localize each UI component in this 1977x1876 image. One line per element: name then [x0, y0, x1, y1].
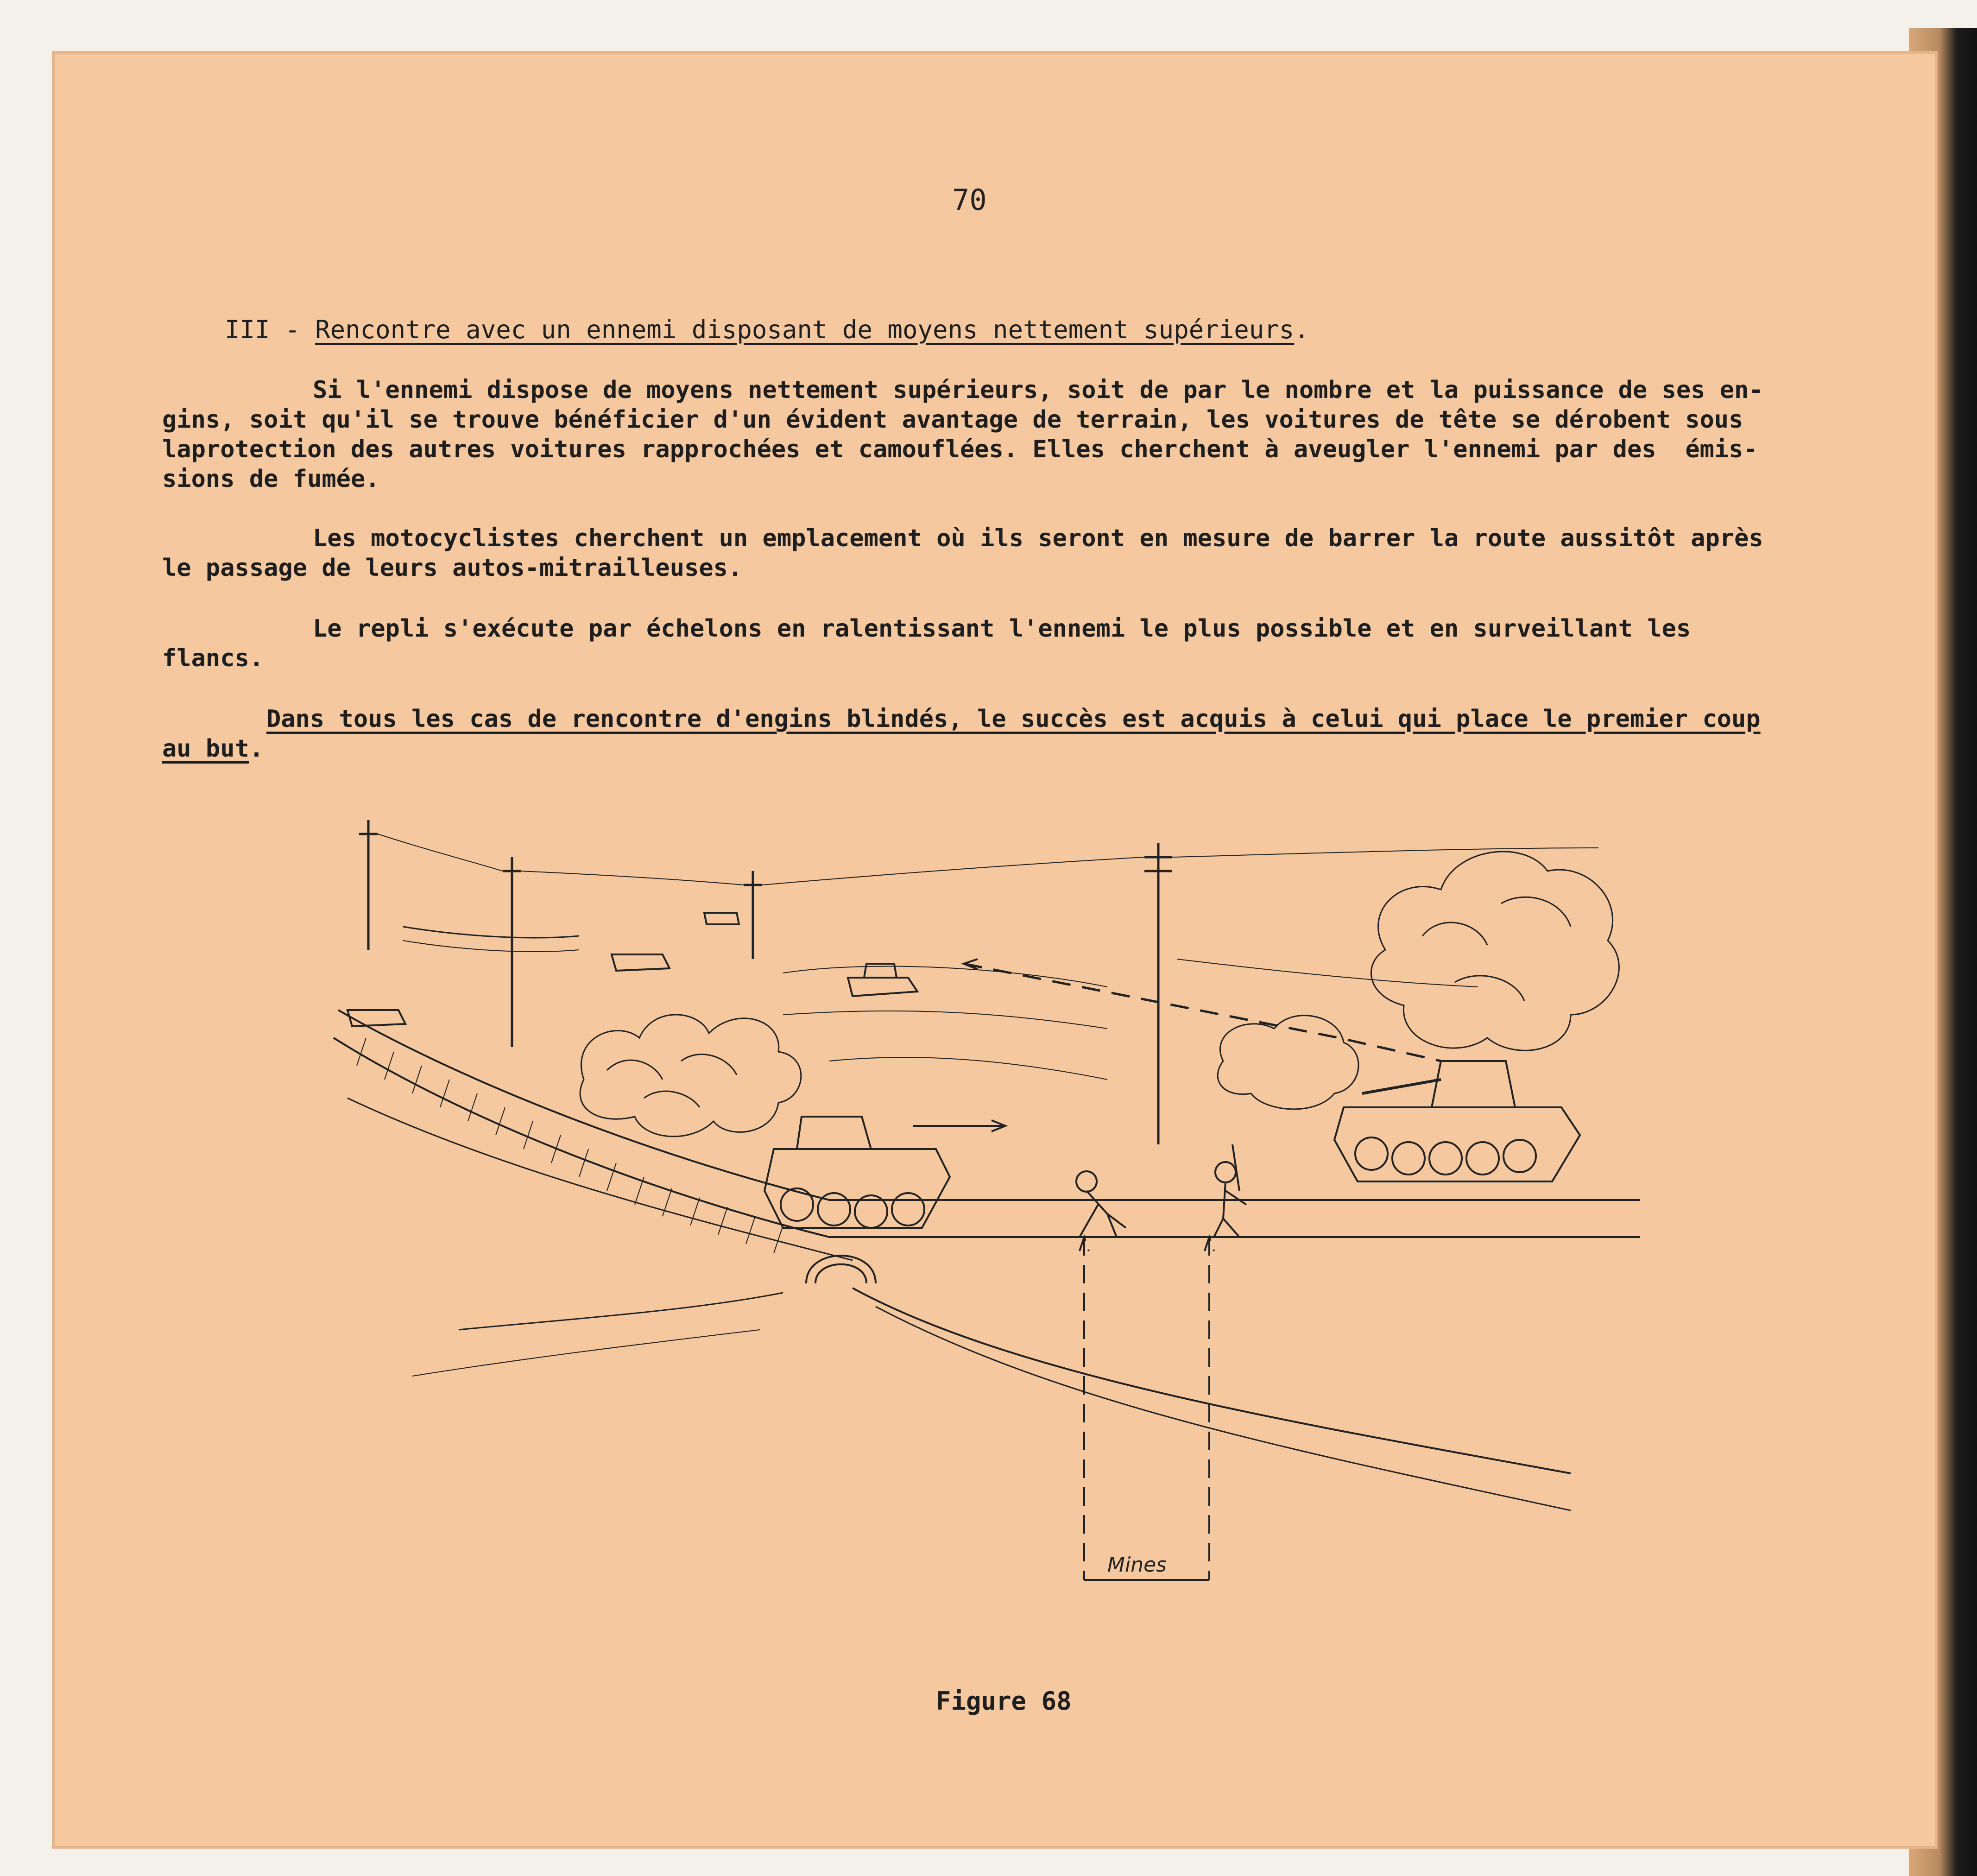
p1-line-3: laprotection des autres voitures rapprochées et camouflées. Elles cherchent à aveugler l'ennemi par des émis- [162, 436, 1758, 463]
figure-68-illustration [320, 820, 1645, 1589]
emphasis-line-1: Dans tous les cas de rencontre d'engins blindés, le succès est acquis à celui qui place le premier coup [266, 705, 1761, 733]
tank-burning [764, 1117, 950, 1228]
emphasis-paragraph [162, 704, 1761, 764]
section-heading [225, 315, 1309, 345]
road-edge-lower [334, 1038, 1640, 1237]
p2-line-1: Les motocyclistes cherchent un emplacement où ils seront en mesure de barrer la route aussitôt après [313, 524, 1763, 552]
paragraph-3 [162, 614, 1691, 673]
emphasis-suffix: . [249, 735, 264, 763]
embankment-hatching [357, 1038, 783, 1253]
paragraph-2 [162, 524, 1763, 583]
p1-line-4: sions de fumée. [162, 465, 380, 493]
telegraph-poles [359, 820, 1172, 1144]
line-of-fire [964, 964, 1441, 1061]
mines-markers [1080, 1237, 1214, 1580]
p3-line-2: flancs. [162, 644, 264, 672]
heading-title: Rencontre avec un ennemi disposant de moyens nettement supérieurs [315, 315, 1295, 344]
p1-line-2: gins, soit qu'il se trouve bénéficier d'un évident avantage de terrain, les voitures de tête se dérobent sous [162, 406, 1743, 434]
page-number: 70 [952, 183, 987, 217]
smoke-cloud [580, 1015, 801, 1137]
heading-prefix: III - [225, 315, 316, 344]
tank-distant [347, 913, 917, 1026]
paragraph-1 [162, 375, 1763, 494]
tank-enemy-right [1334, 1061, 1580, 1181]
figure-caption: Figure 68 [936, 1687, 1072, 1716]
tree-cluster [1218, 852, 1619, 1109]
p1-line-1: Si l'ennemi dispose de moyens nettement supérieurs, soit de par le nombre et la puissance de ses en- [313, 376, 1763, 404]
emphasis-line-2: au but [162, 735, 249, 763]
heading-suffix: . [1294, 315, 1309, 344]
stream-bank [853, 1288, 1571, 1473]
p3-line-1: Le repli s'exécute par échelons en ralentissant l'ennemi le plus possible et en surveillant les [313, 615, 1691, 643]
soldiers-laying-mines [1076, 1144, 1246, 1237]
mines-label: Mines [1107, 1553, 1167, 1577]
p2-line-2: le passage de leurs autos-mitrailleuses. [162, 554, 743, 582]
